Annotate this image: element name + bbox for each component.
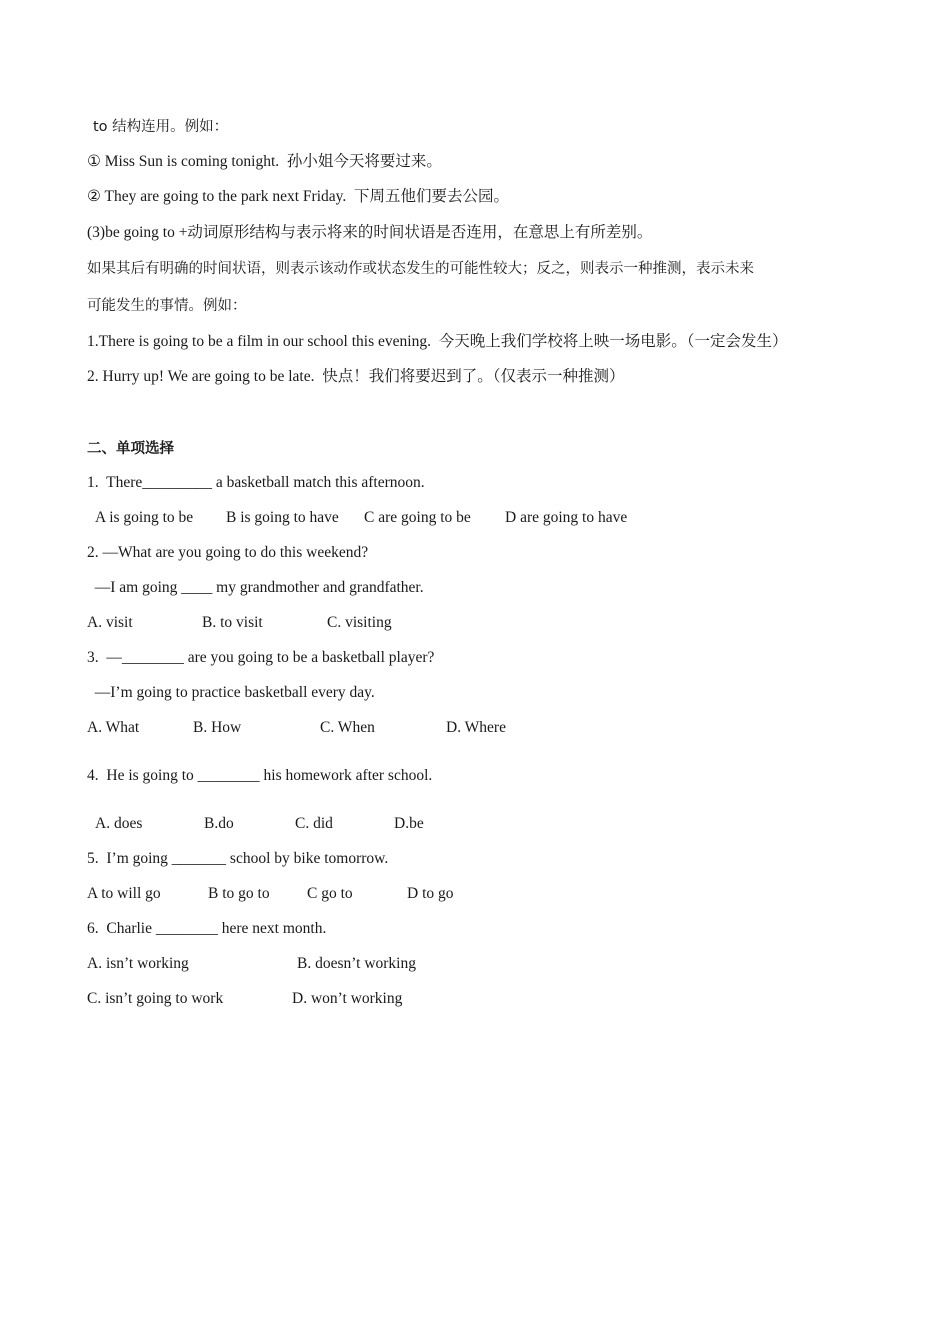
question-4-stem: 4. He is going to ________ his homework after school. [87, 767, 433, 784]
question-3-stem-reply: —I’m going to practice basketball every day. [87, 684, 375, 701]
question-5-stem: 5. I’m going _______ school by bike tomorrow. [87, 850, 389, 867]
rule-3-continued: 如果其后有明确的时间状语，则表示该动作或状态发生的可能性较大；反之，则表示一种推测，表示未来 [87, 261, 754, 277]
question-2-stem-reply: —I am going ____ my grandmother and grandfather. [87, 579, 424, 596]
question-1-option-c[interactable]: C are going to be [364, 509, 471, 526]
intro-line: to 结构连用。例如： [93, 119, 229, 135]
question-3-stem: 3. —________ are you going to be a basketball player? [87, 649, 435, 666]
question-4-option-b[interactable]: B.do [204, 815, 234, 832]
question-5-option-c[interactable]: C go to [307, 885, 353, 902]
question-4-option-a[interactable]: A. does [95, 815, 143, 832]
question-6-option-a[interactable]: A. isn’t working [87, 955, 189, 972]
question-2-option-b[interactable]: B. to visit [202, 614, 263, 631]
question-1-option-b[interactable]: B is going to have [226, 509, 339, 526]
rule-3: (3)be going to +动词原形结构与表示将来的时间状语是否连用，在意思上有所差别。 [87, 224, 653, 241]
question-5-option-a[interactable]: A to will go [87, 885, 161, 902]
question-6-option-d[interactable]: D. won’t working [292, 990, 403, 1007]
question-2-stem: 2. —What are you going to do this weekend? [87, 544, 369, 561]
example-3: 1.There is going to be a film in our school this evening. 今天晚上我们学校将上映一场电影。（一定会发生） [87, 333, 788, 350]
question-6-option-c[interactable]: C. isn’t going to work [87, 990, 224, 1007]
question-6-option-b[interactable]: B. doesn’t working [297, 955, 416, 972]
example-1: ① Miss Sun is coming tonight. 孙小姐今天将要过来。 [87, 153, 442, 170]
question-4-option-c[interactable]: C. did [295, 815, 333, 832]
example-2: ② They are going to the park next Friday. 下周五他们要去公园。 [87, 188, 509, 205]
question-1-stem: 1. There_________ a basketball match this afternoon. [87, 474, 425, 491]
question-6-stem: 6. Charlie ________ here next month. [87, 920, 327, 937]
question-3-option-d[interactable]: D. Where [446, 719, 506, 736]
question-1-option-d[interactable]: D are going to have [505, 509, 628, 526]
section-title: 二、单项选择 [87, 441, 174, 457]
question-3-option-c[interactable]: C. When [320, 719, 375, 736]
question-5-option-d[interactable]: D to go [407, 885, 454, 902]
question-3-option-b[interactable]: B. How [193, 719, 242, 736]
question-4-option-d[interactable]: D.be [394, 815, 424, 832]
rule-3-continued-2: 可能发生的事情。例如： [87, 298, 247, 314]
question-5-option-b[interactable]: B to go to [208, 885, 270, 902]
question-3-option-a[interactable]: A. What [87, 719, 140, 736]
example-4: 2. Hurry up! We are going to be late. 快点！我们将要迟到了。（仅表示一种推测） [87, 368, 625, 385]
question-2-option-c[interactable]: C. visiting [327, 614, 392, 631]
question-1-option-a[interactable]: A is going to be [95, 509, 194, 526]
question-2-option-a[interactable]: A. visit [87, 614, 133, 631]
